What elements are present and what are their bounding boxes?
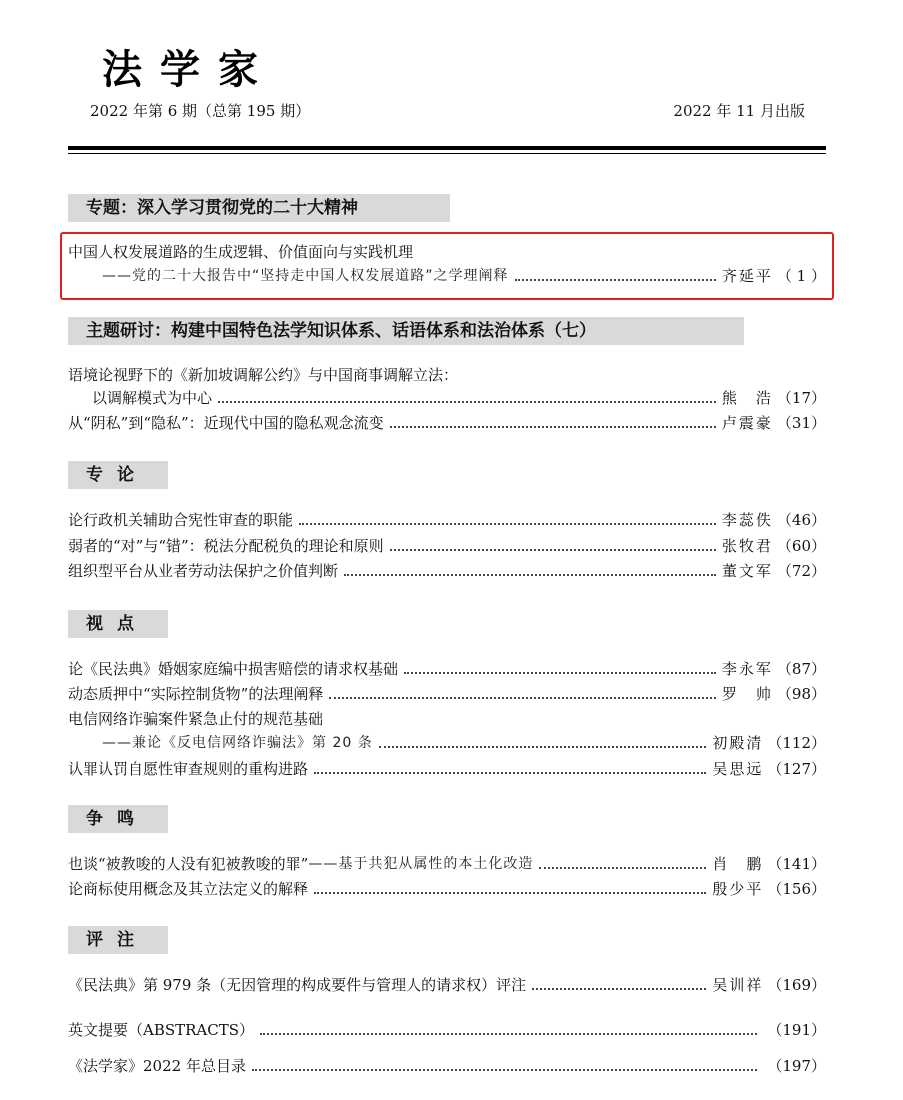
toc-entry[interactable] — [68, 875, 826, 899]
toc-entry[interactable] — [68, 506, 826, 530]
toc-entry-author: 卢震豪 — [721, 414, 773, 432]
toc-entry-title: 也谈“被教唆的人没有犯被教唆的罪” — [68, 855, 309, 873]
section-heading: 视点 — [68, 610, 168, 638]
dot-leader — [532, 988, 706, 990]
toc-entry-subtitle: ——兼论《反电信网络诈骗法》第 20 条 — [102, 735, 373, 751]
toc-entry[interactable] — [68, 1052, 826, 1076]
toc-entry-title: 论《民法典》婚姻家庭编中损害赔偿的请求权基础 — [68, 660, 399, 678]
toc-entry-title: 弱者的“对”与“错”：税法分配税负的理论和原则 — [68, 537, 384, 555]
dot-leader — [314, 892, 706, 894]
dot-leader — [390, 426, 716, 428]
toc-entry[interactable] — [68, 680, 826, 704]
toc-entry[interactable] — [68, 729, 826, 753]
dot-leader — [390, 549, 716, 551]
toc-entry-title: 从“阴私”到“隐私”：近现代中国的隐私观念流变 — [68, 414, 384, 432]
header-rule-thick — [68, 146, 826, 150]
toc-entry-page: （127） — [767, 760, 826, 778]
toc-entry-title: 论行政机关辅助合宪性审查的职能 — [68, 511, 294, 529]
toc-entry-author: 吴思远 — [712, 760, 764, 778]
toc-entry-title[interactable]: 电信网络诈骗案件紧急止付的规范基础 — [68, 710, 324, 728]
toc-entry-page: （31） — [776, 414, 826, 432]
toc-entry-page: （191） — [767, 1021, 826, 1039]
toc-entry[interactable] — [68, 532, 826, 556]
header-rule-thin — [68, 153, 826, 154]
issue-number: 2022 年第 6 期（总第 195 期） — [90, 102, 311, 120]
toc-entry-page: （87） — [776, 660, 826, 678]
dot-leader — [379, 746, 707, 748]
toc-entry-title: 《法学家》2022 年总目录 — [68, 1057, 246, 1075]
toc-entry[interactable] — [68, 755, 826, 779]
toc-entry-title: 英文提要（ABSTRACTS） — [68, 1021, 255, 1039]
dot-leader — [539, 867, 706, 869]
toc-entry-page: （ 1 ） — [776, 267, 826, 285]
toc-entry[interactable] — [68, 655, 826, 679]
dot-leader — [252, 1069, 757, 1071]
toc-entry-author: 李蕊佚 — [721, 511, 773, 529]
dot-leader — [260, 1033, 757, 1035]
toc-entry-author: 李永军 — [721, 660, 773, 678]
section-heading: 专题：深入学习贯彻党的二十大精神 — [68, 194, 450, 222]
dot-leader — [329, 697, 716, 699]
toc-entry-author: 肖 鹏 — [712, 855, 764, 873]
toc-entry-author: 熊 浩 — [721, 389, 773, 407]
toc-entry-author: 董文军 — [721, 562, 773, 580]
toc-entry[interactable] — [68, 409, 826, 433]
toc-entry-author: 张牧君 — [721, 537, 773, 555]
section-heading: 评注 — [68, 926, 168, 954]
publication-date: 2022 年 11 月出版 — [673, 102, 805, 120]
dot-leader — [344, 574, 716, 576]
toc-entry-author: 齐延平 — [721, 267, 773, 285]
toc-entry-author: 初殿清 — [712, 734, 764, 752]
toc-entry-page: （17） — [776, 389, 826, 407]
toc-entry[interactable] — [68, 1016, 826, 1040]
toc-entry-title[interactable]: 语境论视野下的《新加坡调解公约》与中国商事调解立法： — [68, 366, 459, 384]
toc-entry-page: （46） — [776, 511, 826, 529]
toc-entry-page: （197） — [767, 1057, 826, 1075]
toc-entry-page: （112） — [767, 734, 826, 752]
toc-entry-page: （72） — [776, 562, 826, 580]
toc-entry-subtitle: 以调解模式为中心 — [92, 389, 213, 407]
toc-entry-page: （60） — [776, 537, 826, 555]
dot-leader — [299, 523, 716, 525]
toc-entry-author: 罗 帅 — [721, 685, 773, 703]
journal-title: 法学家 — [102, 47, 276, 93]
dot-leader — [404, 672, 716, 674]
section-heading: 争鸣 — [68, 805, 168, 833]
toc-entry-page: （169） — [767, 976, 826, 994]
toc-entry[interactable] — [68, 384, 826, 408]
highlight-box — [60, 232, 834, 300]
section-heading: 主题研讨：构建中国特色法学知识体系、话语体系和法治体系（七） — [68, 317, 744, 345]
toc-entry-author: 吴训祥 — [712, 976, 764, 994]
toc-entry-title[interactable]: 中国人权发展道路的生成逻辑、价值面向与实践机理 — [68, 243, 414, 261]
toc-entry-subtitle: ——党的二十大报告中“坚持走中国人权发展道路”之学理阐释 — [102, 268, 509, 284]
toc-entry[interactable] — [68, 557, 826, 581]
toc-entry-author: 殷少平 — [712, 880, 764, 898]
toc-entry-title: 动态质押中“实际控制货物”的法理阐释 — [68, 685, 324, 703]
toc-entry-page: （141） — [767, 855, 826, 873]
toc-entry-title: 《民法典》第 979 条（无因管理的构成要件与管理人的请求权）评注 — [68, 976, 527, 994]
toc-entry[interactable] — [68, 850, 826, 874]
toc-entry-page: （156） — [767, 880, 826, 898]
toc-entry-title: 论商标使用概念及其立法定义的解释 — [68, 880, 309, 898]
toc-entry-page: （98） — [776, 685, 826, 703]
toc-entry-title: 认罪认罚自愿性审查规则的重构进路 — [68, 760, 309, 778]
toc-entry[interactable] — [68, 971, 826, 995]
dot-leader — [218, 401, 716, 403]
toc-entry-title: 组织型平台从业者劳动法保护之价值判断 — [68, 562, 339, 580]
toc-entry-subtitle: ——基于共犯从属性的本土化改造 — [308, 856, 534, 872]
section-heading: 专论 — [68, 461, 168, 489]
dot-leader — [314, 772, 706, 774]
